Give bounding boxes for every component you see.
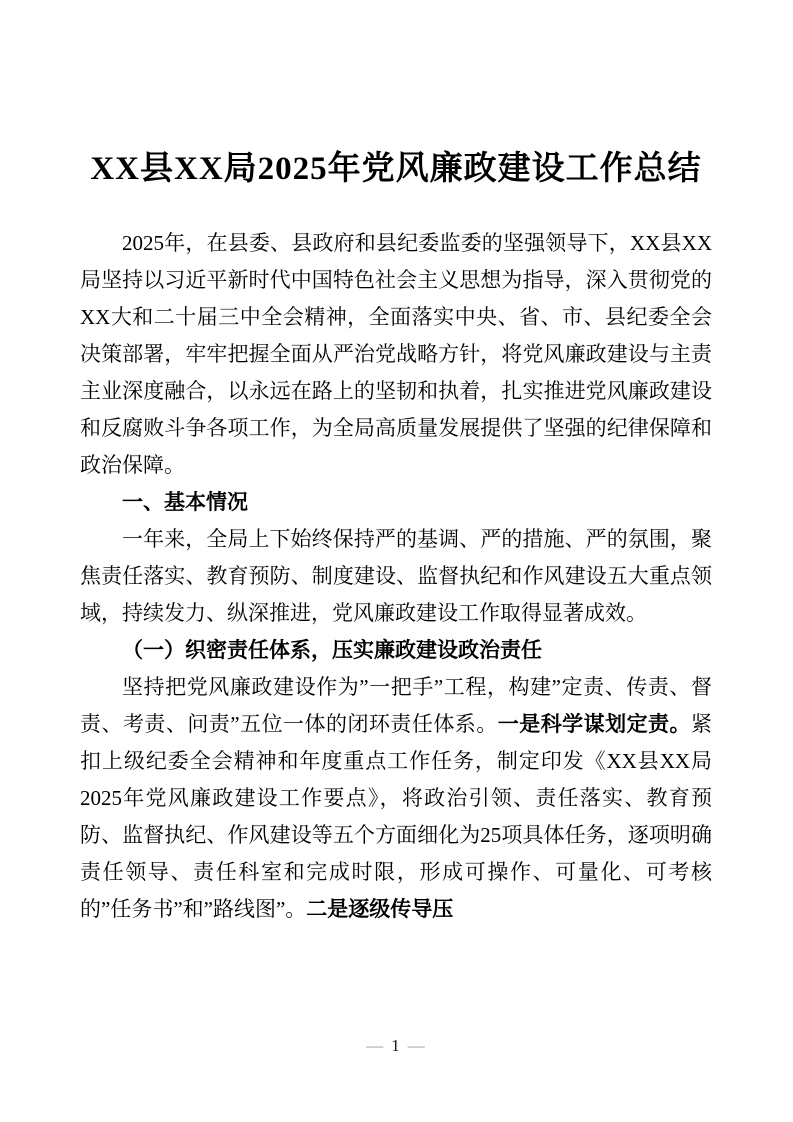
intro-paragraph: 2025年，在县委、县政府和县纪委监委的坚强领导下，XX县XX局坚持以习近平新时代中国特色社会主义思想为指导，深入贯彻党的XX大和二十届三中全会精神，全面落实中央、省、市、县纪委全会决策部署，牢牢把握全面从严治党战略方针，将党风廉政建设与主责主业深度融合，以永远在路上的坚韧和执着，扎实推进党风廉政建设和反腐败斗争各项工作，为全局高质量发展提供了坚强的纪律保障和政治保障。 bbox=[80, 231, 712, 477]
document-content bbox=[80, 0, 712, 928]
footer-right-dash: — bbox=[407, 1036, 427, 1055]
subsection-1-paragraph bbox=[80, 669, 712, 928]
paragraph-run-bold: 二是逐级传导压 bbox=[306, 897, 454, 921]
section-1-paragraph: 一年来，全局上下始终保持严的基调、严的措施、严的氛围，聚焦责任落实、教育预防、制度建设、监督执纪和作风建设五大重点领域，持续发力、纵深推进，党风廉政建设工作取得显著成效。 bbox=[80, 527, 712, 625]
paragraph-run: 坚持把党风廉政建设作为”一把手”工程，构建”定责、传责、督责、考责、问责”五位一体的闭环责任体系。 bbox=[80, 675, 712, 736]
paragraph-run-bold: 一是科学谋划定责。 bbox=[497, 712, 691, 736]
document-title: XX县XX局2025年党风廉政建设工作总结 bbox=[90, 151, 702, 187]
subsection-heading-1: （一）织密责任体系，压实廉政建设政治责任 bbox=[122, 638, 542, 662]
section-heading-1: 一、基本情况 bbox=[122, 490, 248, 514]
document-body bbox=[80, 225, 712, 928]
page-footer bbox=[0, 1034, 793, 1058]
page-number: 1 bbox=[391, 1036, 402, 1055]
footer-left-dash: — bbox=[366, 1036, 386, 1055]
paragraph-run: 紧扣上级纪委全会精神和年度重点工作任务，制定印发《XX县XX局2025年党风廉政建设工作要点》，将政治引领、责任落实、教育预防、监督执纪、作风建设等五个方面细化为25项具体任务，逐项明确责任领导、责任科室和完成时限，形成可操作、可量化、可考核的”任务书”和”路线图”。 bbox=[80, 712, 712, 921]
